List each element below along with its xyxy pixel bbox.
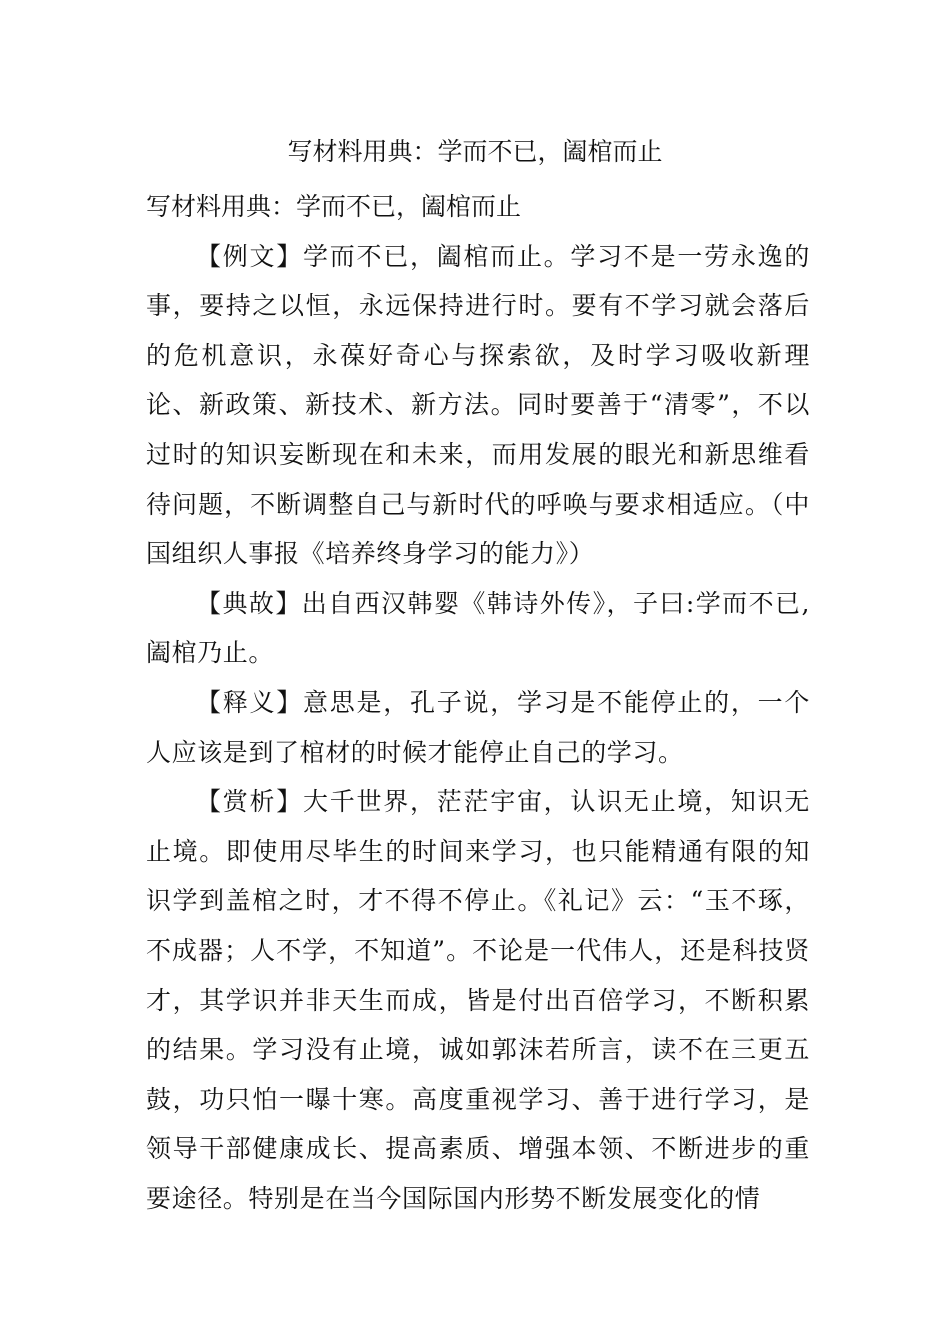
paragraph-interpretation: 【释义】意思是，孔子说，学习是不能停止的，一个人应该是到了棺材的时候才能停止自己的学习。	[146, 687, 810, 767]
document-title: 写材料用典：学而不已，阖棺而止	[287, 137, 663, 166]
document-body	[146, 182, 810, 1223]
paragraph-allusion: 【典故】出自西汉韩婴《韩诗外传》，子曰:学而不已,阖棺乃止。	[146, 588, 810, 668]
paragraph-appreciation: 【赏析】大千世界，茫茫宇宙，认识无止境，知识无止境。即使用尽毕生的时间来学习，也只能精通有限的知识学到盖棺之时，才不得不停止。《礼记》云：“玉不琢，不成器；人不学，不知道”。不论是一代伟人，还是科技贤才，其学识并非天生而成，皆是付出百倍学习，不断积累的结果。学习没有止境，诚如郭沫若所言，读不在三更五鼓，功只怕一曝十寒。高度重视学习、善于进行学习，是领导干部健康成长、提高素质、增强本领、不断进步的重要途径。特别是在当今国际国内形势不断发展变化的情	[146, 787, 810, 1213]
document-subtitle: 写材料用典：学而不已，阖棺而止	[146, 192, 522, 221]
paragraph-example: 【例文】学而不已，阖棺而止。学习不是一劳永逸的事，要持之以恒，永远保持进行时。要有不学习就会落后的危机意识，永葆好奇心与探索欲，及时学习吸收新理论、新政策、新技术、新方法。同时要善于“清零”，不以过时的知识妄断现在和未来，而用发展的眼光和新思维看待问题，不断调整自己与新时代的呼唤与要求相适应。（中国组织人事报《培养终身学习的能力》）	[146, 241, 810, 569]
